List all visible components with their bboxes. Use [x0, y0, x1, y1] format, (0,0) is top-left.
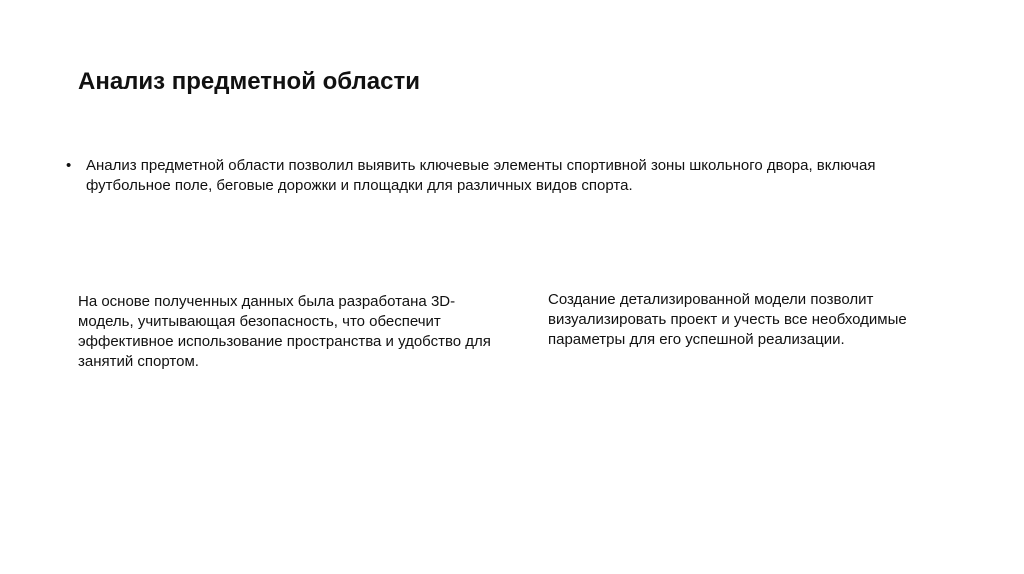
- right-paragraph: Создание детализированной модели позволит визуализировать проект и учесть все необходимые параметры для его успешной реализации.: [548, 291, 907, 348]
- bullet-marker: •: [66, 157, 72, 174]
- slide-title: Анализ предметной области: [78, 68, 420, 95]
- bullet-item: [64, 156, 944, 196]
- bullet-text: Анализ предметной области позволил выявить ключевые элементы спортивной зоны школьного двора, включая футбольное поле, беговые дорожки и площадки для различных видов спорта.: [86, 157, 876, 194]
- bullet-list: [64, 156, 944, 196]
- left-paragraph: На основе полученных данных была разработана 3D-модель, учитывающая безопасность, что обеспечит эффективное использование пространства и удобство для занятий спортом.: [78, 293, 491, 370]
